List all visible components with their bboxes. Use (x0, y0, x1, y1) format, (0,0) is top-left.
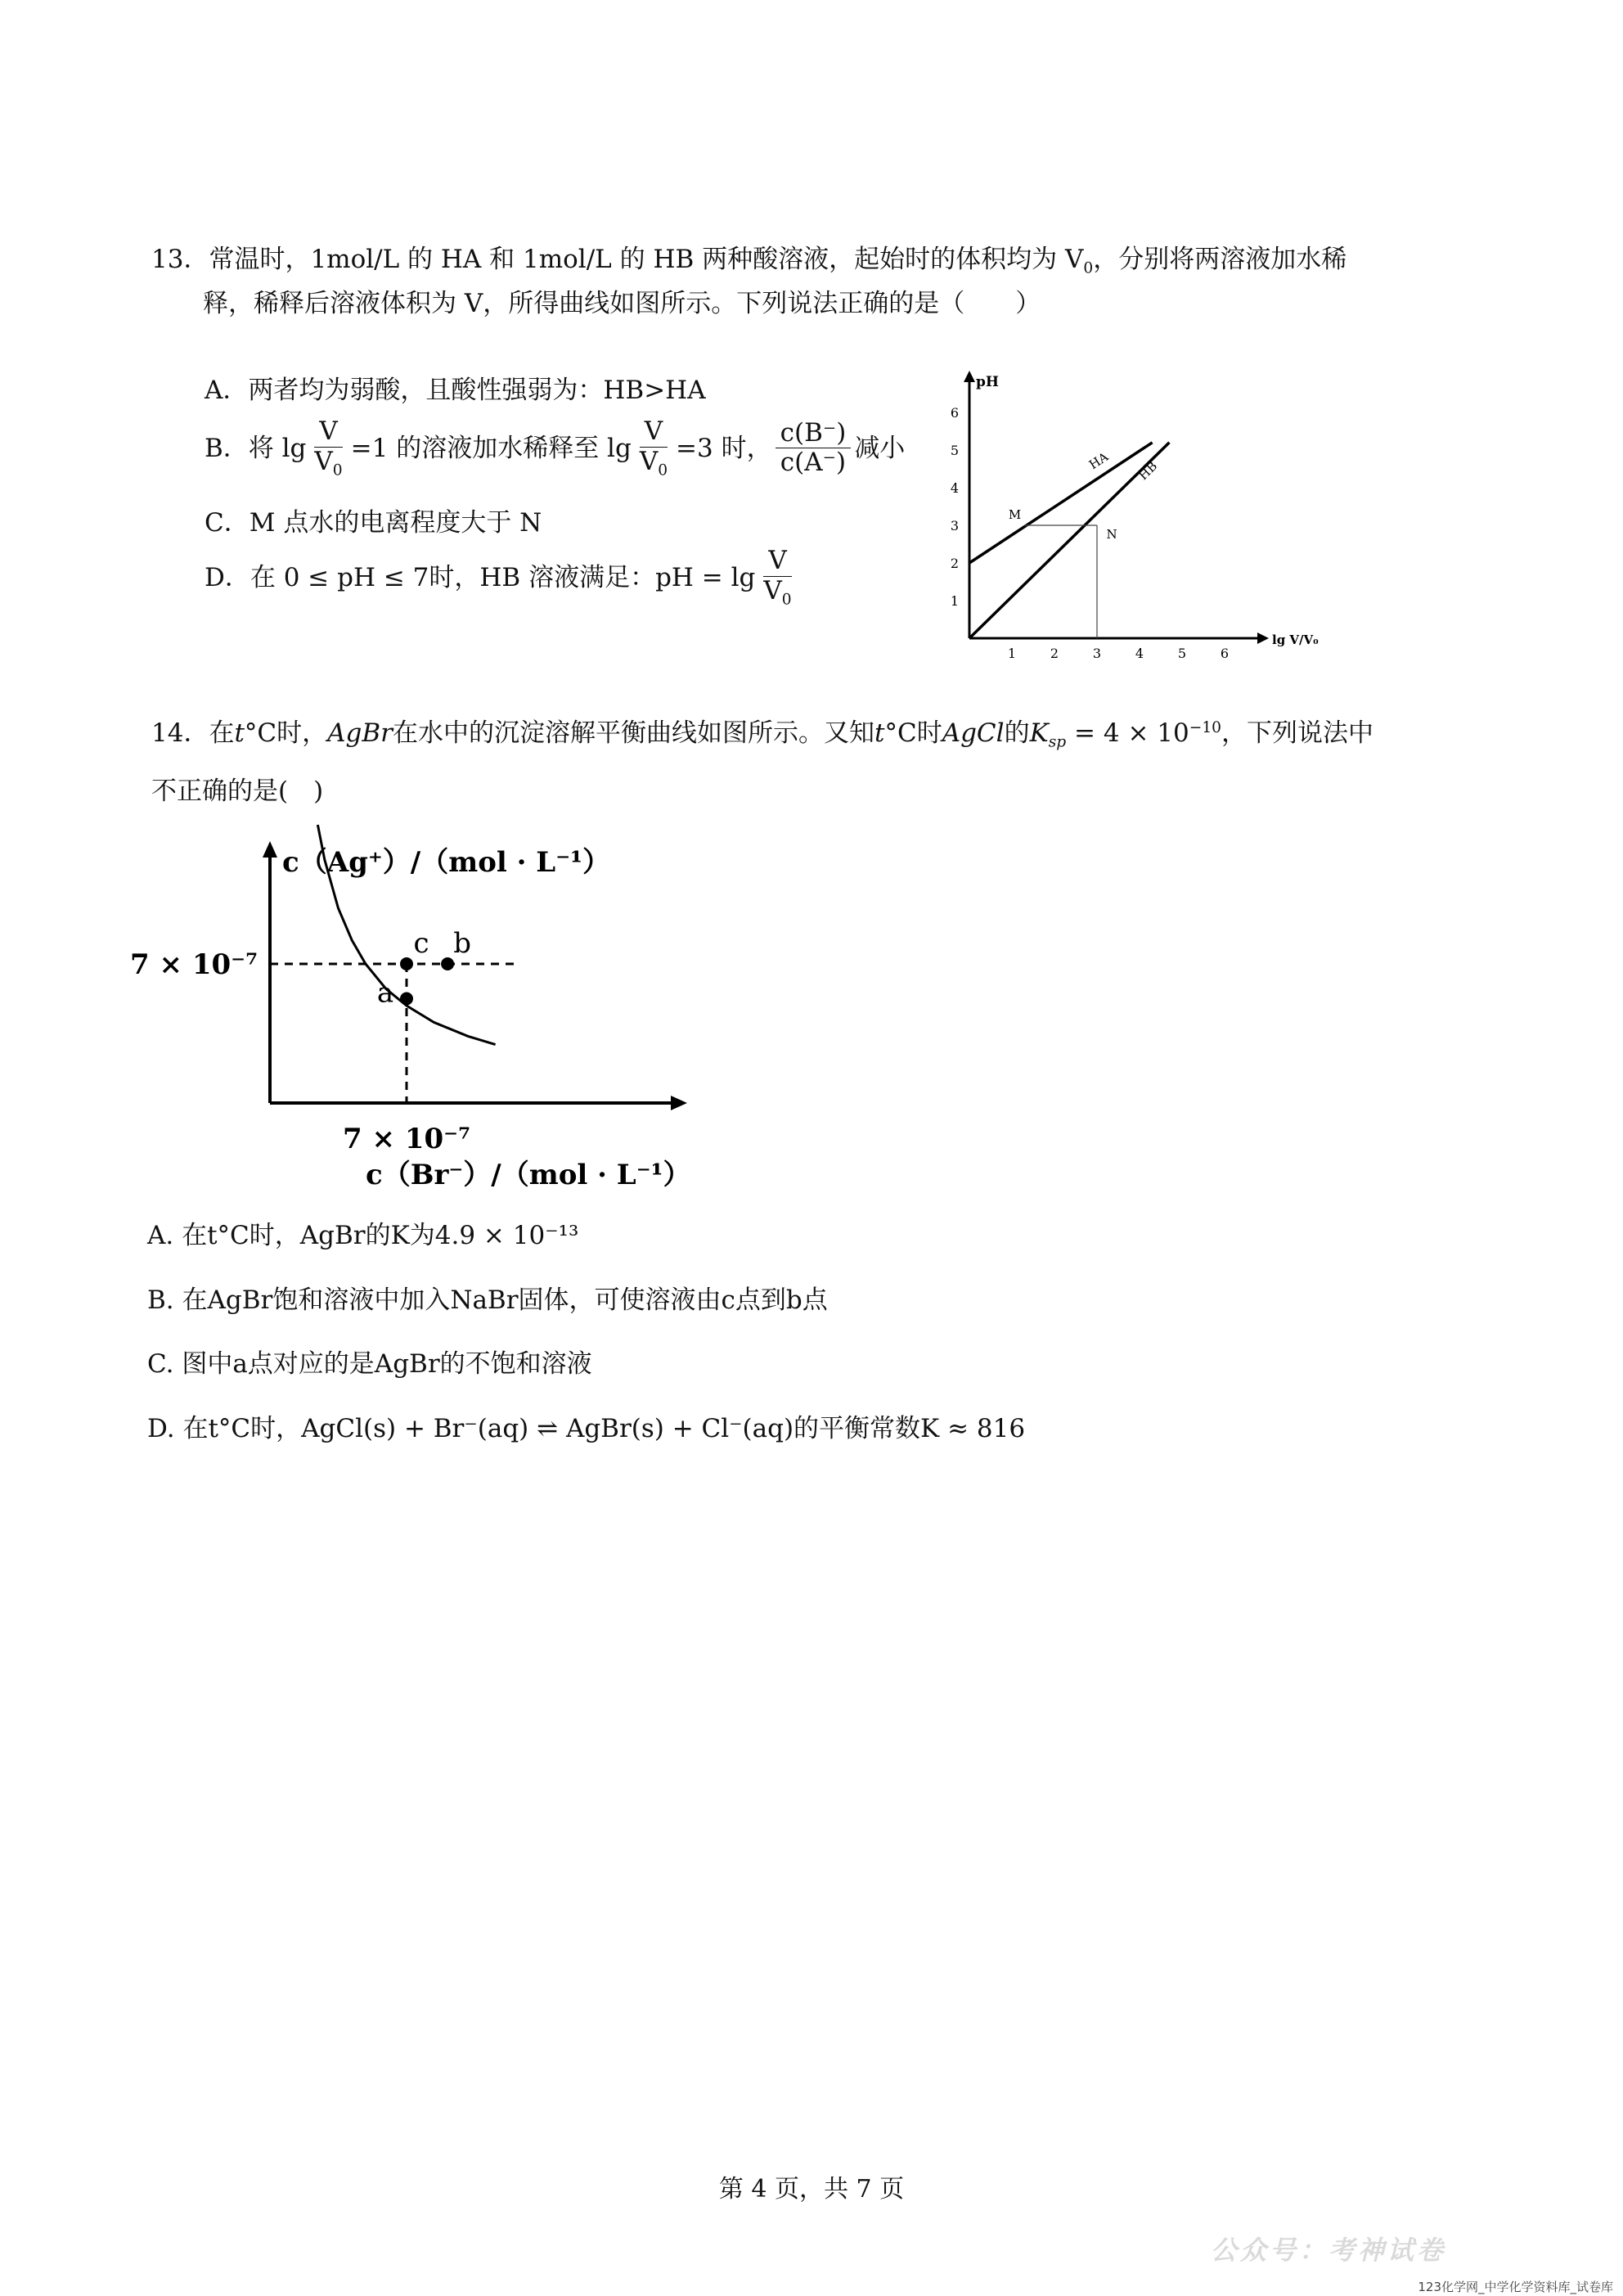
stem-text: °C时 (884, 718, 942, 749)
stem-text: 在水中的沉淀溶解平衡曲线如图所示。又知 (393, 718, 874, 749)
subscript: 0 (658, 461, 668, 479)
point-label-m: M (1008, 507, 1022, 522)
y-tick-label: 5 (950, 443, 960, 458)
option-text: =3 时， (676, 433, 772, 463)
subscript: sp (1048, 733, 1067, 751)
superscript: −10 (1189, 719, 1221, 736)
option-text: =1 的溶液加水稀释至 lg (350, 433, 632, 463)
stem-math: = 4 × 10 (1066, 718, 1189, 749)
series-label-hb: HB (1135, 458, 1161, 484)
stem-math: K (1029, 718, 1049, 749)
q13-option-d (205, 547, 800, 609)
option-text: B．将 lg (205, 433, 307, 463)
x-axis-arrow (671, 1096, 687, 1110)
x-tick-label: 5 (1177, 646, 1187, 661)
y-tick-label: 3 (950, 518, 960, 533)
stem-text: 的 (1004, 718, 1030, 749)
y-axis-arrow (964, 371, 975, 382)
y-axis-arrow (263, 841, 277, 858)
subscript: 0 (332, 461, 343, 479)
question-13-stem-line1 (151, 241, 1347, 287)
point-b (441, 957, 454, 970)
y-axis-label: c（Ag⁺）/（mol · L⁻¹） (282, 846, 611, 879)
stem-text: 常温时，1mol/L 的 HA 和 1mol/L 的 HB 两种酸溶液，起始时的体积均为 V (209, 245, 1084, 274)
source-note: 123化学网_中学化学资料库_试卷库 (1418, 2280, 1613, 2294)
q13-option-a: A．两者均为弱酸，且酸性强弱为：HB>HA (205, 376, 706, 405)
fraction-denominator: c(A⁻) (780, 448, 847, 478)
y-axis-label: pH (976, 374, 999, 390)
y-tick-label: 2 (950, 556, 960, 571)
point-label-c: c (413, 927, 429, 960)
stem-math: t (874, 718, 885, 749)
question-14-stem-line2: 不正确的是( ) (151, 777, 324, 806)
option-text: 减小 (854, 433, 906, 463)
question-14-stem-line1 (151, 710, 1373, 761)
x-tick-label: 7 × 10⁻⁷ (343, 1123, 470, 1155)
x-axis-arrow (1257, 633, 1269, 644)
x-axis-label: c（Br⁻）/（mol · L⁻¹） (366, 1159, 691, 1191)
stem-math: AgBr (327, 718, 393, 749)
fraction-denominator (758, 577, 796, 609)
q14-option-d: D. 在t°C时，AgCl(s) + Br⁻(aq) ⇌ AgBr(s) + Cl⁻(aq)的平衡常数K ≈ 816 (147, 1414, 1026, 1443)
page-number: 第 4 页，共 7 页 (718, 2175, 905, 2204)
solubility-equilibrium-chart (130, 835, 720, 1195)
subscript: 0 (781, 591, 792, 609)
ph-chart-group (951, 371, 1319, 661)
den-text: V (314, 446, 333, 476)
fraction-ratio (776, 419, 852, 478)
question-number: 13． (151, 245, 209, 274)
fraction-numerator: V (763, 547, 791, 577)
q14-option-a: A. 在t°C时，AgBr的K为4.9 × 10⁻¹³ (147, 1221, 579, 1250)
stem-text: ，分别将两溶液加水稀 (1093, 245, 1347, 274)
fraction-v-over-v0 (758, 547, 796, 609)
x-tick-label: 2 (1050, 646, 1059, 661)
q14-option-c: C. 图中a点对应的是AgBr的不饱和溶液 (147, 1349, 592, 1379)
ph-dilution-chart (933, 364, 1317, 679)
q13-option-c: C．M 点水的电离程度大于 N (205, 508, 542, 538)
den-text: V (763, 575, 782, 606)
fraction-numerator: c(B⁻) (776, 419, 852, 449)
x-axis-label: lg V/V₀ (1272, 633, 1319, 647)
x-tick-label: 3 (1092, 646, 1102, 661)
point-a (400, 993, 413, 1006)
stem-math: t (234, 718, 245, 749)
y-tick-label: 4 (950, 480, 960, 496)
q13-option-b (205, 417, 905, 479)
stem-text: °C时， (244, 718, 328, 749)
solubility-chart-group (130, 825, 691, 1191)
q14-option-b: B. 在AgBr饱和溶液中加入NaBr固体，可使溶液由c点到b点 (147, 1285, 828, 1315)
fraction-denominator (309, 448, 347, 479)
series-line-ha (969, 443, 1153, 563)
stem-text: 在 (209, 718, 235, 749)
point-c (400, 957, 413, 970)
fraction-denominator (635, 448, 672, 479)
watermark: 公众号：考神试卷 (1211, 2235, 1447, 2266)
option-text: D．在 0 ≤ pH ≤ 7时，HB 溶液满足：pH = lg (205, 562, 756, 592)
x-tick-label: 4 (1135, 646, 1144, 661)
den-text: V (639, 446, 659, 476)
series-label-ha: HA (1086, 449, 1111, 473)
fraction-v-over-v0 (635, 417, 672, 479)
point-label-b: b (453, 927, 471, 960)
stem-text: ，下列说法中 (1221, 718, 1373, 749)
point-label-n: N (1106, 527, 1117, 542)
y-tick-label: 7 × 10⁻⁷ (130, 948, 258, 981)
subscript: 0 (1083, 259, 1094, 277)
stem-math: AgCl (942, 718, 1005, 749)
x-tick-label: 1 (1007, 646, 1017, 661)
fraction-v-over-v0 (309, 417, 347, 479)
fraction-numerator: V (640, 417, 668, 448)
y-tick-label: 1 (950, 593, 960, 609)
question-number: 14． (151, 718, 209, 749)
point-label-a: a (376, 976, 394, 1010)
fraction-numerator: V (314, 417, 342, 448)
y-tick-label: 6 (950, 405, 960, 421)
question-13-stem-line2: 释，稀释后溶液体积为 V，所得曲线如图所示。下列说法正确的是（ ） (203, 289, 1041, 318)
x-tick-label: 6 (1220, 646, 1230, 661)
